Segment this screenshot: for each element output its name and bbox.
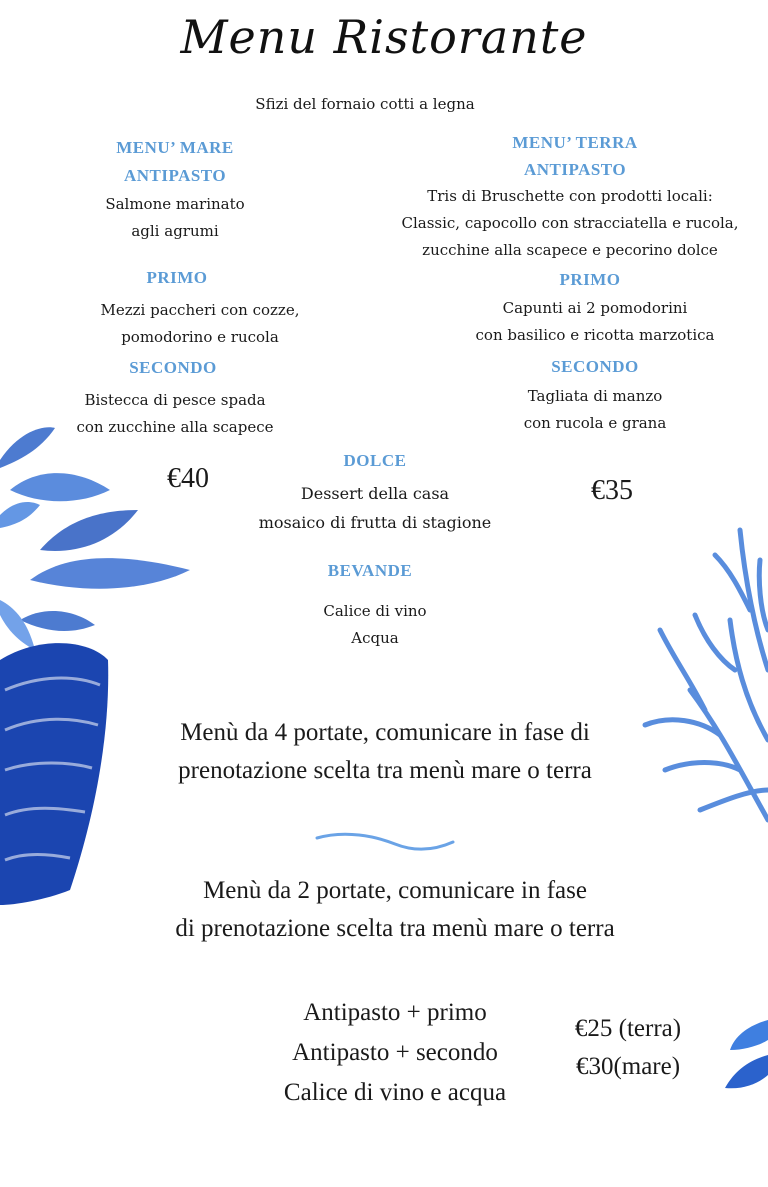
- mare-primo-label: PRIMO: [146, 268, 208, 287]
- mare-secondo-line-1: Bistecca di pesce spada: [84, 391, 266, 409]
- page-title: Menu Ristorante: [180, 10, 588, 64]
- mare-antipasto-label: ANTIPASTO: [123, 166, 227, 185]
- mare-secondo-line-2: con zucchine alla scapece: [76, 418, 274, 436]
- terra-heading: MENU’ TERRA: [512, 133, 638, 152]
- terra-primo: [450, 295, 740, 349]
- price-mare: €30(mare): [575, 1053, 681, 1080]
- terra-primo-label: PRIMO: [559, 270, 621, 289]
- dolce: [230, 479, 520, 537]
- bevande-line-1: Calice di vino: [323, 602, 427, 620]
- mare-primo-line-2: pomodorino e rucola: [121, 328, 279, 346]
- mare-primo: [80, 297, 320, 351]
- two-course-note: [100, 872, 690, 948]
- two-course-prices: [548, 1010, 708, 1086]
- terra-price: €35: [591, 475, 633, 506]
- option-line-1: Antipasto + primo: [303, 999, 487, 1026]
- option-line-2: Antipasto + secondo: [292, 1039, 498, 1066]
- petal-illustration-bottom-right: [720, 1010, 768, 1100]
- terra-secondo-label: SECONDO: [551, 357, 639, 376]
- two-course-options: [240, 993, 550, 1113]
- terra-primo-line-1: Capunti ai 2 pomodorini: [502, 299, 688, 317]
- mare-secondo: [60, 387, 290, 441]
- price-terra: €25 (terra): [574, 1015, 682, 1042]
- mare-price: €40: [167, 463, 209, 494]
- terra-antipasto-label: ANTIPASTO: [523, 160, 627, 179]
- terra-secondo: [480, 383, 710, 437]
- menu-mare-column: [60, 135, 290, 245]
- dolce-label: DOLCE: [343, 451, 407, 470]
- two-course-line-2: di prenotazione scelta tra menù mare o terra: [175, 915, 615, 942]
- terra-primo-line-2: con basilico e ricotta marzotica: [475, 326, 715, 344]
- terra-antipasto-line-3: zucchine alla scapece e pecorino dolce: [422, 241, 718, 259]
- terra-antipasto: [390, 183, 750, 264]
- bevande-line-2: Acqua: [351, 629, 399, 647]
- mare-antipasto-line-1: Salmone marinato: [105, 195, 245, 213]
- mare-heading: MENU’ MARE: [116, 138, 234, 157]
- bevande: [275, 598, 475, 652]
- terra-secondo-line-2: con rucola e grana: [523, 414, 667, 432]
- terra-antipasto-line-2: Classic, capocollo con stracciatella e rucola,: [401, 214, 739, 232]
- mare-primo-line-1: Mezzi paccheri con cozze,: [100, 301, 300, 319]
- coral-illustration-right: [630, 520, 768, 840]
- wave-divider: [315, 828, 455, 858]
- terra-antipasto-line-1: Tris di Bruschette con prodotti locali:: [427, 187, 713, 205]
- menu-terra-column: [440, 130, 710, 184]
- mare-secondo-label: SECONDO: [129, 358, 217, 377]
- dolce-line-2: mosaico di frutta di stagione: [258, 513, 492, 532]
- mare-antipasto-line-2: agli agrumi: [131, 222, 219, 240]
- terra-secondo-line-1: Tagliata di manzo: [527, 387, 663, 405]
- four-course-line-2: prenotazione scelta tra menù mare o terra: [178, 757, 592, 784]
- subtitle: Sfizi del fornaio cotti a legna: [255, 95, 475, 113]
- four-course-note: [100, 714, 670, 790]
- leaf-illustration-left: [0, 420, 200, 920]
- dolce-line-1: Dessert della casa: [300, 484, 450, 503]
- two-course-line-1: Menù da 2 portate, comunicare in fase: [203, 877, 587, 904]
- four-course-line-1: Menù da 4 portate, comunicare in fase di: [180, 719, 590, 746]
- bevande-label: BEVANDE: [327, 561, 413, 580]
- option-line-3: Calice di vino e acqua: [283, 1079, 507, 1106]
